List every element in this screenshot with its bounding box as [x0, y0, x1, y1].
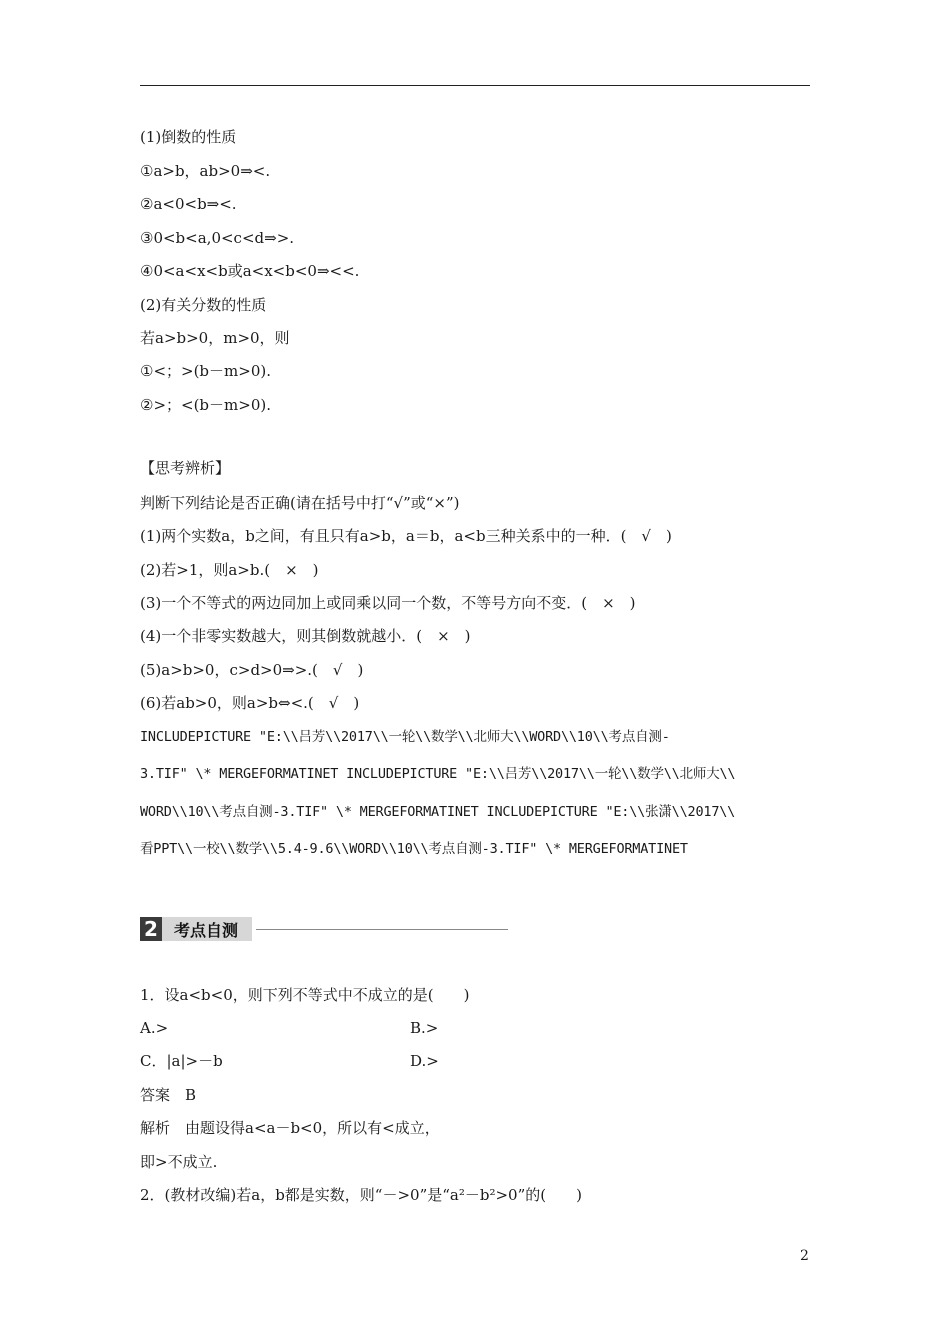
- question-1-option-d: D.>: [410, 1052, 439, 1070]
- text-line: (6)若ab>0，则a>b⇔<.( √ ): [140, 694, 360, 712]
- field-code-line: 3.TIF" \* MERGEFORMATINET INCLUDEPICTURE "E:\\吕芳\\2017\\一轮\\数学\\北师大\\: [140, 766, 736, 782]
- field-code-line: WORD\\10\\考点自测-3.TIF" \* MERGEFORMATINET INCLUDEPICTURE "E:\\张潇\\2017\\: [140, 804, 736, 820]
- question-1-stem: 1．设a<b<0，则下列不等式中不成立的是( ): [140, 986, 470, 1004]
- text-line: (1)两个实数a，b之间，有且只有a>b，a＝b，a<b三种关系中的一种．( √ ): [140, 527, 672, 545]
- question-1-option-b: B.>: [410, 1019, 439, 1037]
- section-number: 2: [140, 917, 162, 941]
- text-line: (2)有关分数的性质: [140, 296, 267, 314]
- text-line: ④0<a<x<b或a<x<b<0⇒<<.: [140, 262, 360, 280]
- question-1-answer: 答案 B: [140, 1086, 197, 1104]
- text-line: (2)若>1，则a>b.( × ): [140, 561, 319, 579]
- text-line: 若a>b>0，m>0，则: [140, 329, 290, 347]
- text-line: ①<；>(b－m>0).: [140, 362, 271, 380]
- header-rule: [140, 85, 810, 86]
- page-number: 2: [800, 1248, 809, 1264]
- text-line: (1)倒数的性质: [140, 128, 237, 146]
- text-line: ③0<b<a,0<c<d⇒>.: [140, 229, 295, 247]
- field-code-line: INCLUDEPICTURE "E:\\吕芳\\2017\\一轮\\数学\\北师大\\WORD\\10\\考点自测-: [140, 729, 670, 745]
- question-2-stem: 2．(教材改编)若a，b都是实数，则“－>0”是“a²－b²>0”的( ): [140, 1186, 582, 1204]
- text-line: ②>；<(b－m>0).: [140, 396, 271, 414]
- section-header: [140, 917, 508, 941]
- text-line: (4)一个非零实数越大，则其倒数就越小．( × ): [140, 627, 471, 645]
- question-1-analysis-line-1: 解析 由题设得a<a－b<0，所以有<成立，: [140, 1119, 440, 1137]
- text-line: (3)一个不等式的两边同加上或同乘以同一个数，不等号方向不变．( × ): [140, 594, 636, 612]
- section-divider: [256, 929, 508, 930]
- section-title: 考点自测: [162, 917, 252, 941]
- question-1-option-a: A.>: [140, 1019, 169, 1037]
- text-line: ①a>b，ab>0⇒<.: [140, 162, 271, 180]
- field-code-line: 看PPT\\一校\\数学\\5.4-9.6\\WORD\\10\\考点自测-3.TIF" \* MERGEFORMATINET: [140, 841, 688, 857]
- question-1-analysis-line-2: 即>不成立.: [140, 1153, 218, 1171]
- question-1-option-c: C．|a|>－b: [140, 1052, 223, 1070]
- text-line: (5)a>b>0，c>d>0⇒>.( √ ): [140, 661, 364, 679]
- text-line: ②a<0<b⇒<.: [140, 195, 237, 213]
- text-line: 判断下列结论是否正确(请在括号中打“√”或“×”): [140, 494, 460, 512]
- text-line: 【思考辨析】: [140, 459, 231, 477]
